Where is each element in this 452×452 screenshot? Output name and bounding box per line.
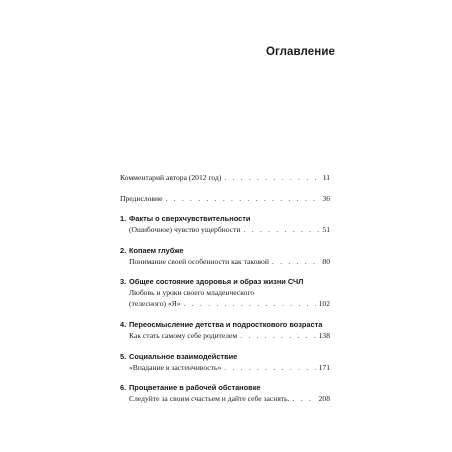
toc-line	[120, 393, 330, 404]
chapter-number: 1.	[120, 214, 127, 223]
toc-chapter-5	[120, 351, 330, 373]
toc-entry-text: (Ошибочное) чувство ущербности	[129, 225, 241, 234]
dot-leader	[272, 256, 319, 267]
toc-entry-text: Понимание своей особенности как таковой	[129, 257, 269, 266]
toc-entry-text: (телесного) «Я»	[129, 299, 181, 308]
toc-page-number: 138	[318, 331, 330, 340]
toc-entry-author-comment	[120, 172, 330, 183]
dot-leader	[224, 362, 315, 373]
toc-entry-text: «Впадание в застенчивость»	[129, 363, 222, 372]
chapter-title: Копаем глубже	[129, 246, 184, 255]
toc-entry-text: Комментарий автора (2012 год)	[120, 173, 222, 182]
toc-chapter-1	[120, 213, 330, 235]
toc-page-number: 51	[322, 225, 330, 234]
toc-entry-text: Предисловие	[120, 194, 163, 203]
toc-chapter-2	[120, 245, 330, 267]
dot-leader	[244, 224, 320, 235]
toc-line	[120, 362, 330, 373]
toc-chapter-3	[120, 276, 330, 309]
dot-leader	[240, 330, 315, 341]
chapter-title: Общее состояние здоровья и образ жизни СЧЛ	[129, 277, 304, 286]
toc-page-number: 102	[318, 299, 330, 308]
toc-chapter-6	[120, 382, 330, 404]
chapter-number: 3.	[120, 277, 127, 286]
dot-leader	[293, 393, 316, 404]
page-title: Оглавление	[265, 46, 335, 58]
toc-page-number: 171	[318, 363, 330, 372]
toc-entry-preface	[120, 193, 330, 204]
chapter-heading	[120, 382, 330, 393]
toc-line	[120, 298, 330, 309]
toc-line	[120, 193, 330, 204]
toc-page-number: 208	[318, 394, 330, 403]
toc-line	[120, 330, 330, 341]
chapter-number: 2.	[120, 246, 127, 255]
toc-entry-text: Следуйте за своим счастьем и дайте себе заснять.	[129, 394, 290, 403]
toc-line	[120, 172, 330, 183]
chapter-title: Переосмысление детства и подросткового возраста	[129, 320, 323, 329]
chapter-heading	[120, 351, 330, 362]
toc-line	[120, 287, 330, 298]
toc-page-number: 11	[322, 173, 330, 182]
chapter-title: Процветание в рабочей обстановке	[129, 383, 261, 392]
toc-page-number: 36	[322, 194, 330, 203]
chapter-title: Социальное взаимодействие	[129, 352, 238, 361]
toc-chapter-4	[120, 319, 330, 341]
dot-leader	[165, 193, 319, 204]
dot-leader	[184, 298, 316, 309]
dot-leader	[224, 172, 319, 183]
chapter-number: 4.	[120, 320, 127, 329]
toc-page-number: 80	[322, 257, 330, 266]
chapter-number: 5.	[120, 352, 127, 361]
chapter-heading	[120, 276, 330, 287]
toc-entry-text: Как стать самому себе родителем	[129, 331, 238, 340]
chapter-title: Факты о сверхчувствительности	[129, 214, 251, 223]
chapter-heading	[120, 245, 330, 256]
toc-line	[120, 224, 330, 235]
toc-entry-text: Любовь и уроки своего младенческого	[129, 288, 255, 297]
chapter-number: 6.	[120, 383, 127, 392]
chapter-heading	[120, 319, 330, 330]
chapter-heading	[120, 213, 330, 224]
toc-line	[120, 256, 330, 267]
